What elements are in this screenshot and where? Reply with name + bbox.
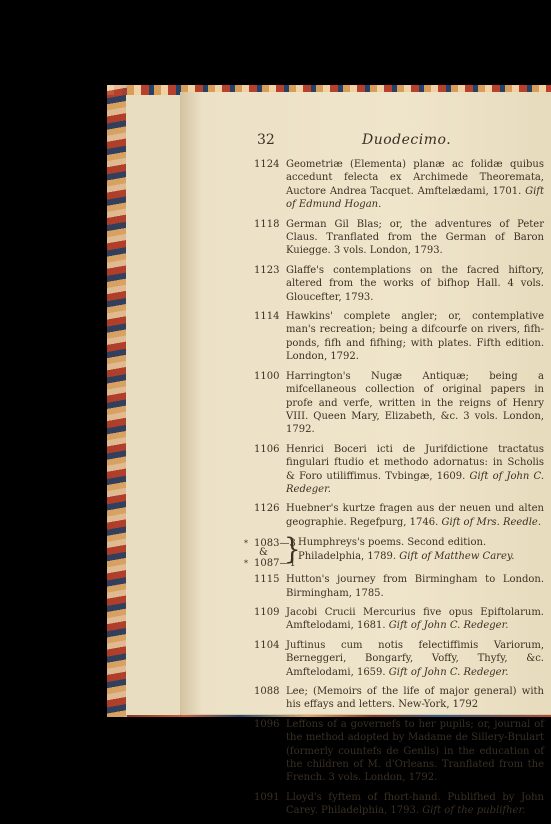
asterisk-mark: * [244,559,248,569]
entry-number: 1124 [254,159,280,170]
entry-number: 1109 [254,606,280,618]
entry-gift: Gift of Matthew Carey. [399,550,515,562]
entry-text: Leffons of a governefs to her pupils; or, journal of the method adopted by Madame de Sillery-Brulart (formerly countefs de Genlis) in the education of the children of M. d'Orleans. Tranflated from the French. 3 vols. London, 1792. [286,718,544,784]
entry-number: 1100 [254,370,280,382]
entry-text: Jacobi Crucii Mercurius five opus Epiftolarum. Amftelodami, 1681. [286,606,544,632]
entry-gift: Gift of John C. Redeger. [388,666,509,678]
entry-text: Huebner's kurtze fragen aus der neuen und alten geographie. Regefpurg, 1746. [286,503,544,528]
running-title: Duodecimo. [362,132,452,148]
entry-number: 1104 [254,639,280,651]
entry-text: Hawkins' complete angler; or, contemplative man's recreation; being a difcourfe on rivers, fifh-ponds, fifh and fifhing; with plates. Fifth edition. London, 1792. [286,311,544,363]
catalog-entry [254,218,544,258]
entry-text: Geometriæ (Elementa) planæ ac folidæ quibus accedunt felecta ex Archimede Theoremata, Auctore Andrea Tacquet. Amftelædami, 1701. [286,159,544,197]
catalog-entry [254,639,544,679]
entry-text: Henrici Boceri icti de Jurifdictione tractatus fingulari ftudio et methodo adornatus: in Scholis & Foro utiliffimus. Tvbingæ, 1609. [286,443,544,482]
page-header [257,132,551,150]
page-edge [126,95,157,715]
catalog-entry [254,502,544,529]
combined-entry [244,533,544,570]
entry-number: 1096 [254,718,280,730]
catalog-entry [254,370,544,437]
entry-text: Humphreys's poems. Second edition. Philadelphia, 1789. [298,537,487,562]
entry-gift: Gift of Mrs. Reedle. [441,516,542,528]
entry-number: 1118 [254,218,280,230]
catalog-entry [254,310,544,364]
entry-number: 1088 [254,686,280,697]
entry-number: 1114 [254,311,280,323]
catalog-entry [254,685,544,712]
entry-gift: Gift of John C. Redeger. [388,620,509,632]
book-page [180,92,551,817]
catalog-entry [254,443,544,497]
catalog-entry [254,158,544,212]
entry-text: Lee; (Memoirs of the life of major general) with his effays and letters. New-York, 1792 [286,686,544,711]
asterisk-mark: * [244,539,248,549]
entry-gift: Gift of the publifher. [422,805,526,817]
entry-gift: Gift of Edmund Hogan. [286,185,544,211]
page-number: 32 [257,132,275,148]
entry-ampersand: & [259,547,268,559]
catalog-entries [244,158,544,824]
catalog-entry [254,573,544,600]
entry-number: 1115 [254,574,280,586]
entry-number: 1123 [254,264,280,276]
entry-text: Glaffe's contemplations on the facred hiftory, altered from the works of bifhop Hall. 4 vols. Gloucefter, 1793. [286,264,544,303]
entry-gift: Gift of John C. Redeger. [286,470,544,495]
entry-text: Harrington's Nugæ Antiquæ; being a mifcellaneous collection of original papers in profe and verfe, written in the reigns of Henry VIII. Queen Mary, Elizabeth, &c. 3 vols. London, 1792. [286,370,544,436]
entry-number: 1106 [254,443,280,455]
entry-text: Lloyd's fyftem of fhort-hand. Publifhed by John Carey. Philadelphia, 1793. [286,791,544,817]
entry-text: Juftinus cum notis felectiffimis Variorum, Berneggeri, Bongarfy, Voffy, Thyfy, &c. Amftelodami, 1659. [286,639,544,678]
entry-number: 1091 [254,791,280,803]
entry-number: 1087—1 [254,558,296,570]
entry-text: German Gil Blas; or, the adventures of Peter Claus. Tranflated from the German of Baron Kuiegge. 3 vols. London, 1793. [286,218,544,257]
catalog-entry [254,718,544,785]
catalog-entry [254,606,544,633]
catalog-entry [254,264,544,304]
entry-number: 1083—3 [254,538,296,550]
page-edge [156,95,171,715]
catalog-entry [254,791,544,818]
marbled-edge [107,85,127,717]
brace-icon: } [284,533,301,567]
entry-number: 1126 [254,503,280,515]
entry-text: Hutton's journey from Birmingham to London. Birmingham, 1785. [286,574,544,599]
